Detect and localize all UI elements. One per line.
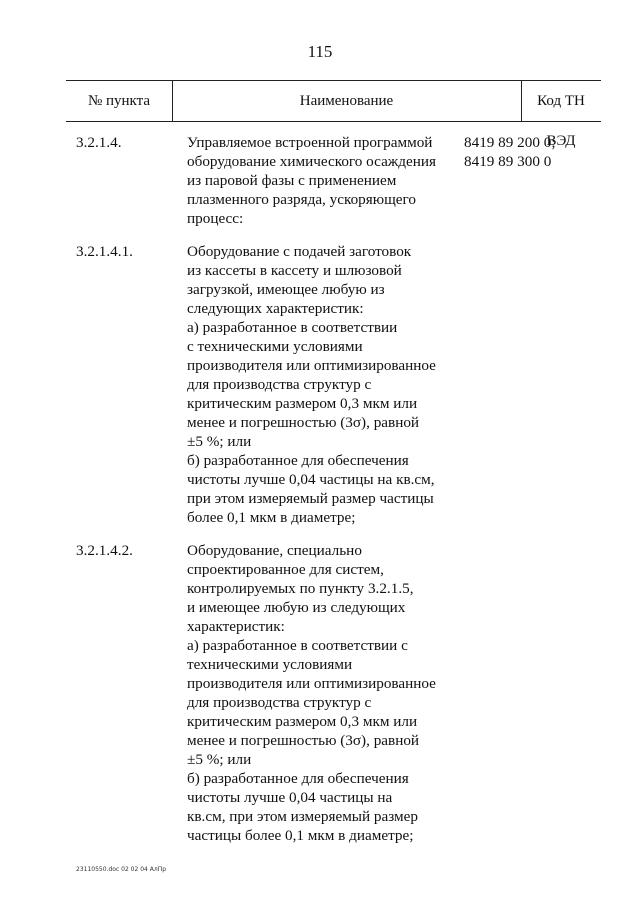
table-row [0, 133, 640, 228]
description-line: следующих характеристик: [187, 300, 364, 317]
description-line: плазменного разряда, ускоряющего [187, 191, 416, 208]
description-line: загрузкой, имеющее любую из [187, 281, 385, 298]
header-code: Код ТН ВЭД [537, 93, 585, 149]
item-description [187, 242, 459, 527]
description-line: из кассеты в кассету и шлюзовой [187, 262, 402, 279]
description-line: из паровой фазы с применением [187, 172, 397, 189]
description-line: б) разработанное для обеспечения [187, 452, 409, 469]
description-line: критическим размером 0,3 мкм или [187, 395, 418, 412]
table-row [0, 541, 640, 845]
description-line: для производства структур с [187, 376, 372, 393]
description-line: спроектированное для систем, [187, 561, 384, 578]
description-line: более 0,1 мкм в диаметре; [187, 509, 356, 526]
header-name: Наименование [299, 93, 394, 109]
description-line: чистоты лучше 0,04 частицы на [187, 789, 393, 806]
description-line: кв.см, при этом измеряемый размер [187, 808, 418, 825]
header-item-number: № пункта [87, 93, 151, 109]
description-line: менее и погрешностью (3σ), равной [187, 732, 420, 749]
description-line: контролируемых по пункту 3.2.1.5, [187, 580, 414, 597]
description-line: с техническими условиями [187, 338, 363, 355]
description-line: а) разработанное в соответствии [187, 319, 398, 336]
table-body [0, 133, 640, 845]
description-line: ±5 %; или [187, 751, 252, 768]
description-line: чистоты лучше 0,04 частицы на кв.см, [187, 471, 435, 488]
description-line: Оборудование, специально [187, 542, 362, 559]
table-row [0, 242, 640, 527]
description-line: техническими условиями [187, 656, 353, 673]
item-number: 3.2.1.4. [76, 134, 122, 151]
description-line: критическим размером 0,3 мкм или [187, 713, 418, 730]
description-line: Оборудование с подачей заготовок [187, 243, 412, 260]
item-number: 3.2.1.4.2. [76, 542, 133, 559]
code-line: 8419 89 200 0; [464, 134, 556, 151]
description-line: для производства структур с [187, 694, 372, 711]
description-line: и имеющее любую из следующих [187, 599, 406, 616]
code-line: 8419 89 300 0 [464, 153, 552, 170]
description-line: производителя или оптимизированное [187, 675, 436, 692]
description-line: Управляемое встроенной программой [187, 134, 433, 151]
description-line: менее и погрешностью (3σ), равной [187, 414, 420, 431]
item-description [187, 133, 459, 228]
description-line: оборудование химического осаждения [187, 153, 437, 170]
description-line: частицы более 0,1 мкм в диаметре; [187, 827, 414, 844]
item-number: 3.2.1.4.1. [76, 243, 133, 260]
document-footer: 23110550.doc 02 02 04 АлПр [76, 866, 167, 873]
description-line: а) разработанное в соответствии с [187, 637, 408, 654]
description-line: б) разработанное для обеспечения [187, 770, 409, 787]
description-line: производителя или оптимизированное [187, 357, 436, 374]
customs-code [464, 133, 614, 171]
item-description [187, 541, 459, 845]
page-number: 115 [307, 42, 333, 61]
description-line: при этом измеряемый размер частицы [187, 490, 434, 507]
description-line: ±5 %; или [187, 433, 252, 450]
description-line: процесс: [187, 210, 244, 227]
description-line: характеристик: [187, 618, 285, 635]
